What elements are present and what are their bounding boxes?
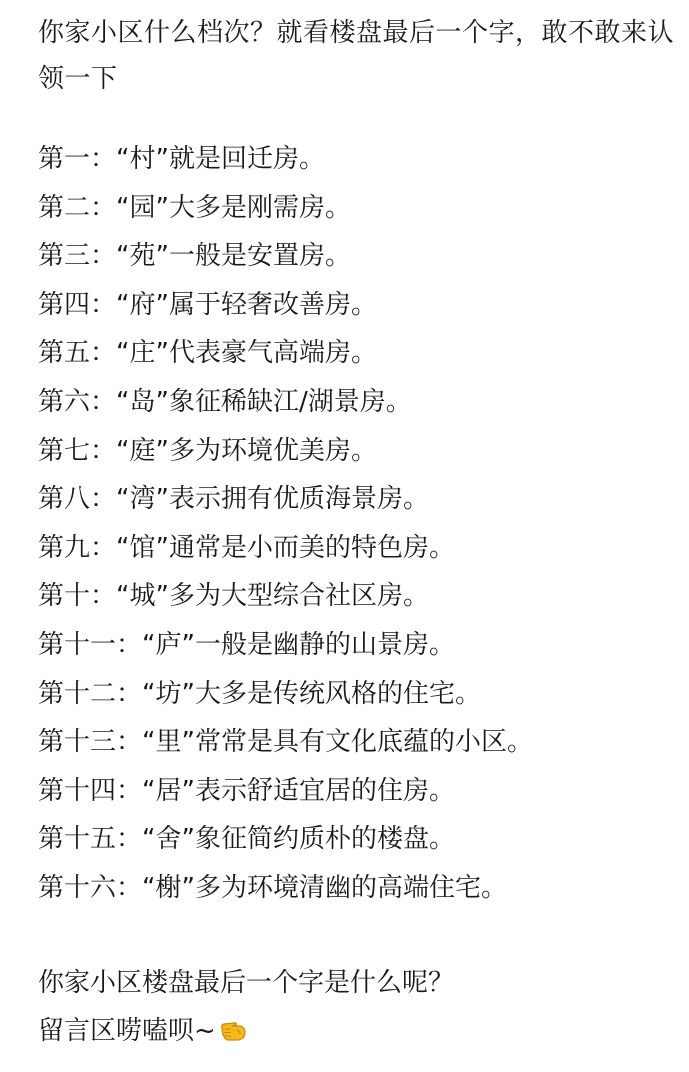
closing-section [38, 959, 678, 1055]
list-item: 第四：“府”属于轻奢改善房。 [38, 289, 377, 320]
closing-question: 你家小区楼盘最后一个字是什么呢？ [38, 967, 455, 998]
post-title: 你家小区什么档次？就看楼盘最后一个字，敢不敢来认领一下 [38, 18, 675, 94]
list-item: 第二：“园”大多是刚需房。 [38, 192, 351, 223]
closing-invite-line [38, 1007, 678, 1055]
ranking-list [38, 135, 678, 913]
list-item: 第十五：“舍”象征简约质朴的楼盘。 [38, 824, 455, 855]
list-item: 第五：“庄”代表豪气高端房。 [38, 338, 377, 369]
list-item: 第七：“庭”多为环境优美房。 [38, 435, 377, 466]
list-item: 第一：“村”就是回迁房。 [38, 144, 325, 174]
list-item: 第十六：“榭”多为环境清幽的高端住宅。 [38, 872, 507, 903]
list-item: 第十：“城”多为大型综合社区房。 [38, 581, 429, 612]
list-item: 第十二：“坊”大多是传统风格的住宅。 [38, 678, 481, 709]
list-item: 第三：“苑”一般是安置房。 [38, 241, 351, 272]
list-item: 第十一：“庐”一般是幽静的山景房。 [38, 629, 455, 660]
list-item: 第十三：“里”常常是具有文化底蕴的小区。 [38, 727, 533, 758]
hand-pointing-left-icon [218, 1011, 248, 1037]
post-content [38, 10, 678, 1055]
list-item: 第十四：“居”表示舒适宜居的住房。 [38, 775, 455, 806]
closing-invite: 留言区唠嗑呗~ [38, 1015, 216, 1046]
list-item: 第六：“岛”象征稀缺江/湖景房。 [38, 386, 412, 417]
list-item: 第九：“馆”通常是小而美的特色房。 [38, 532, 455, 563]
list-item: 第八：“湾”表示拥有优质海景房。 [38, 484, 429, 515]
